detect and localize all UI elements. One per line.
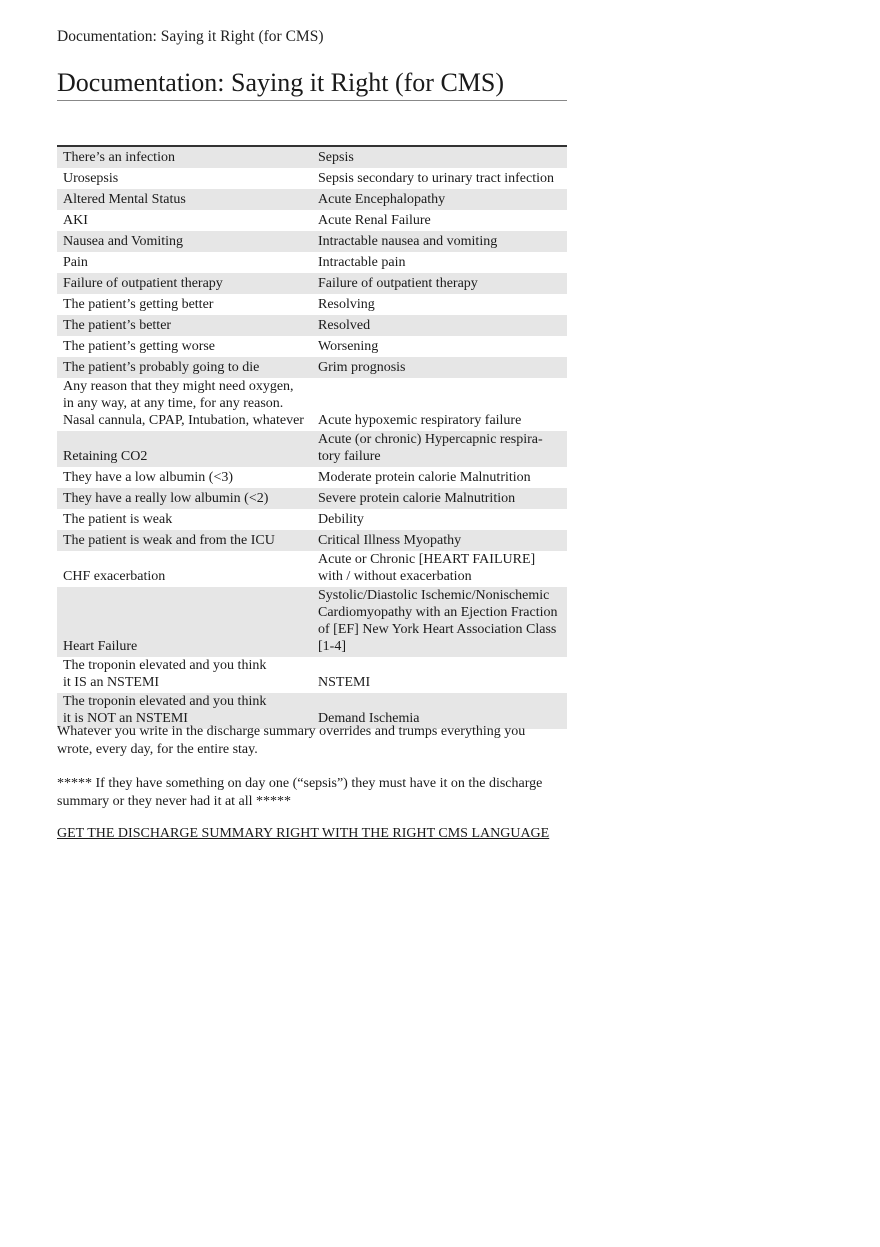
discharge-summary-note: Whatever you write in the discharge summary overrides and trumps everything you wrote, every day, for the entire stay.	[57, 724, 526, 757]
table-cell-plain: The troponin elevated and you think it IS an NSTEMI	[63, 658, 267, 690]
table-row	[57, 587, 567, 657]
table-cell-cms: Resolved	[312, 315, 567, 336]
table-row	[57, 509, 567, 530]
table-cell-cms: NSTEMI	[318, 675, 371, 690]
table-cell-plain: CHF exacerbation	[63, 569, 166, 584]
table-cell-cms: Worsening	[318, 339, 379, 354]
table-cell-cms: Sepsis secondary to urinary tract infection	[318, 171, 554, 186]
table-cell-plain: The patient’s getting worse	[63, 339, 216, 354]
table-row	[57, 378, 567, 431]
table-cell-cms: Sepsis	[312, 146, 567, 168]
table-cell-plain: Urosepsis	[63, 171, 119, 186]
table-cell-plain: The patient’s probably going to die	[57, 357, 312, 378]
table-cell-cms: Severe protein calorie Malnutrition	[312, 488, 567, 509]
table-cell-cms: Critical Illness Myopathy	[312, 530, 567, 551]
table-cell-plain: The patient is weak	[63, 512, 173, 527]
table-cell-cms: Debility	[318, 512, 364, 527]
table-cell-plain: There’s an infection	[57, 146, 312, 168]
table-cell-plain: Altered Mental Status	[57, 189, 312, 210]
table-row	[57, 315, 567, 336]
table-cell-plain: They have a low albumin (<3)	[63, 470, 234, 485]
table-cell-cms: Acute hypoxemic respiratory failure	[318, 413, 522, 428]
table-row	[57, 231, 567, 252]
table-row	[57, 488, 567, 509]
table-cell-plain: The patient is weak and from the ICU	[57, 530, 312, 551]
table-cell-cms: Moderate protein calorie Malnutrition	[318, 470, 531, 485]
table-cell-cms: Grim prognosis	[312, 357, 567, 378]
table-cell-plain: Retaining CO2	[57, 431, 312, 467]
table-row	[57, 657, 567, 693]
table-cell-plain: Pain	[63, 255, 88, 270]
running-header: Documentation: Saying it Right (for CMS)	[57, 28, 324, 45]
day-one-warning: ***** If they have something on day one (“sepsis”) they must have it on the discharge summary or they never had it at all *****	[57, 776, 543, 809]
table-row	[57, 530, 567, 551]
table-cell-cms: Acute or Chronic [HEART FAILURE] with / without exacerbation	[318, 552, 536, 584]
table-cell-cms: Demand Ischemia	[312, 693, 567, 729]
table-cell-plain: Nausea and Vomiting	[57, 231, 312, 252]
table-row	[57, 357, 567, 378]
table-cell-plain: Any reason that they might need oxygen, in any way, at any time, for any reason. Nasal cannula, CPAP, Intubation, whatever	[63, 379, 304, 428]
table-cell-cms: Intractable pain	[318, 255, 406, 270]
table-row	[57, 551, 567, 587]
page-title: Documentation: Saying it Right (for CMS)	[57, 68, 567, 101]
table-cell-cms: Intractable nausea and vomiting	[312, 231, 567, 252]
table-row	[57, 294, 567, 315]
cms-language-link[interactable]: GET THE DISCHARGE SUMMARY RIGHT WITH THE RIGHT CMS LANGUAGE	[57, 826, 550, 841]
table-cell-plain: They have a really low albumin (<2)	[57, 488, 312, 509]
table-cell-plain: Failure of outpatient therapy	[57, 273, 312, 294]
table-cell-plain: The troponin elevated and you think it is NOT an NSTEMI	[57, 693, 312, 729]
table-cell-cms: Acute (or chronic) Hypercapnic respira- tory failure	[312, 431, 567, 467]
table-cell-plain: The patient’s getting better	[63, 297, 214, 312]
table-cell-cms: Acute Renal Failure	[318, 213, 431, 228]
table-row	[57, 273, 567, 294]
table-cell-cms: Failure of outpatient therapy	[312, 273, 567, 294]
table-row	[57, 210, 567, 231]
table-row	[57, 168, 567, 189]
table-cell-cms: Resolving	[318, 297, 375, 312]
table-cell-plain: AKI	[63, 213, 88, 228]
table-row	[57, 467, 567, 488]
table-row	[57, 252, 567, 273]
table-cell-plain: The patient’s better	[57, 315, 312, 336]
table-cell-plain: Heart Failure	[57, 587, 312, 657]
table-row	[57, 336, 567, 357]
table-row	[57, 189, 567, 210]
table-cell-cms: Systolic/Diastolic Ischemic/Nonischemic Cardiomyopathy with an Ejection Fraction of [EF] New York Heart Association Class [1-4]	[312, 587, 567, 657]
table-row	[57, 146, 567, 168]
table-row	[57, 431, 567, 467]
table-cell-cms: Acute Encephalopathy	[312, 189, 567, 210]
terminology-table	[57, 145, 567, 729]
